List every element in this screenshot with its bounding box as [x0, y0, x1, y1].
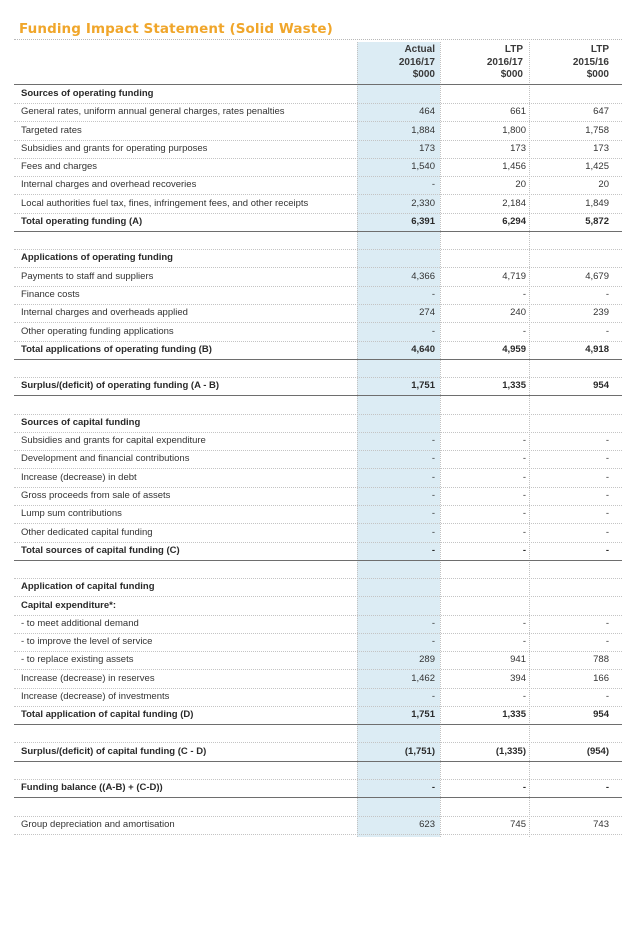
table-row	[14, 122, 622, 141]
row-label: Total operating funding (A)	[21, 215, 143, 227]
table-row	[14, 469, 622, 488]
row-label: Finance costs	[21, 289, 80, 300]
ltp-2015-16-value: -	[605, 289, 609, 300]
column-header-ltp-2016-17	[443, 44, 523, 82]
title-divider	[14, 39, 622, 40]
ltp-2015-16-value: 4,918	[585, 343, 609, 355]
ltp-2016-17-value: -	[522, 636, 526, 648]
ltp-2015-16-value: 743	[593, 818, 609, 830]
total-row	[14, 779, 622, 798]
table-row	[14, 670, 622, 689]
actual-2016-17-value: -	[431, 179, 435, 191]
actual-2016-17-value: -	[431, 471, 435, 483]
spacer-row	[14, 724, 622, 743]
ltp-2016-17-value: 1,335	[502, 380, 526, 392]
ltp-2015-16-value: 954	[593, 709, 609, 721]
ltp-2016-17-value: 661	[510, 106, 526, 118]
spacer-row	[14, 761, 622, 780]
actual-2016-17-value: -	[431, 544, 435, 556]
table-row	[14, 633, 622, 652]
total-row	[14, 542, 622, 561]
actual-2016-17-value: 1,751	[411, 709, 435, 721]
actual-2016-17-value: -	[431, 508, 435, 520]
row-label: Increase (decrease) in reserves	[21, 672, 155, 684]
total-row	[14, 341, 622, 360]
actual-2016-17-value: 6,391	[411, 215, 435, 227]
ltp-2015-16-value: 1,425	[585, 161, 609, 173]
actual-2016-17-value: -	[431, 690, 435, 702]
row-label: Subsidies and grants for operating purposes	[21, 142, 208, 154]
table-row	[14, 688, 622, 707]
ltp-2016-17-value: -	[522, 526, 526, 538]
table-row	[14, 140, 622, 159]
actual-2016-17-value: -	[431, 526, 435, 538]
ltp-2016-17-value: -	[522, 544, 526, 556]
ltp-2015-16-value: 5,872	[585, 215, 609, 227]
actual-2016-17-value: -	[431, 453, 435, 465]
actual-2016-17-value: 1,751	[411, 380, 435, 392]
actual-2016-17-value: 4,640	[411, 343, 435, 355]
row-label: Lump sum contributions	[21, 508, 122, 520]
column-header-line: $000	[412, 69, 435, 80]
ltp-2015-16-value: 1,849	[585, 197, 609, 209]
row-label: Funding balance ((A-B) + (C-D))	[21, 782, 163, 794]
ltp-2016-17-value: 4,959	[502, 343, 526, 355]
ltp-2016-17-value: 20	[515, 179, 526, 191]
ltp-2016-17-value: 1,456	[502, 161, 526, 173]
ltp-2016-17-value: (1,335)	[495, 745, 526, 757]
column-header-actual-2016-17	[355, 44, 435, 82]
ltp-2015-16-value: 4,679	[585, 270, 609, 282]
actual-2016-17-value: 2,330	[411, 197, 435, 209]
ltp-2015-16-value: -	[605, 325, 609, 337]
row-label: Other dedicated capital funding	[21, 526, 153, 538]
statement-title: Funding Impact Statement (Solid Waste)	[19, 21, 333, 37]
ltp-2015-16-value: 166	[593, 672, 609, 684]
ltp-2016-17-value: 173	[510, 142, 526, 154]
column-header-line: LTP	[504, 44, 523, 55]
spacer-row	[14, 359, 622, 378]
actual-2016-17-value: 173	[419, 142, 435, 154]
table-row	[14, 103, 622, 122]
row-label: Payments to staff and suppliers	[21, 270, 154, 282]
row-label: - to replace existing assets	[21, 654, 134, 666]
total-row	[14, 377, 622, 396]
spacer-row	[14, 798, 622, 817]
column-header-line: LTP	[590, 44, 609, 55]
ltp-2016-17-value: 6,294	[502, 215, 526, 227]
row-label: Sources of operating funding	[21, 88, 154, 99]
ltp-2016-17-value: 1,335	[502, 709, 526, 721]
table-row	[14, 432, 622, 451]
ltp-2015-16-value: 647	[593, 106, 609, 118]
row-label: Gross proceeds from sale of assets	[21, 489, 171, 501]
table-row	[14, 524, 622, 543]
row-label: Targeted rates	[21, 124, 82, 136]
section-heading-row	[14, 249, 622, 268]
ltp-2015-16-value: 20	[598, 179, 609, 191]
row-label: Development and financial contributions	[21, 453, 190, 465]
table-row	[14, 323, 622, 342]
row-label: Group depreciation and amortisation	[21, 818, 175, 830]
section-heading-row	[14, 597, 622, 616]
ltp-2016-17-value: -	[522, 289, 526, 300]
table-row	[14, 195, 622, 214]
actual-2016-17-value: 1,462	[411, 672, 435, 684]
row-label: Application of capital funding	[21, 581, 155, 593]
ltp-2015-16-value: (954)	[586, 745, 609, 757]
row-label: Surplus/(deficit) of operating funding (A - B)	[21, 380, 220, 392]
row-label: Internal charges and overhead recoveries	[21, 179, 197, 191]
ltp-2016-17-value: -	[522, 453, 526, 465]
ltp-2015-16-value: -	[605, 489, 609, 501]
table-row	[14, 158, 622, 177]
row-label: Local authorities fuel tax, fines, infringement fees, and other receipts	[21, 197, 309, 209]
ltp-2016-17-value: -	[522, 489, 526, 501]
table-row	[14, 816, 622, 835]
column-header-line: $000	[586, 69, 609, 80]
ltp-2015-16-value: -	[605, 453, 609, 465]
row-label: - to improve the level of service	[21, 636, 153, 648]
table-row	[14, 487, 622, 506]
ltp-2016-17-value: 745	[510, 818, 526, 830]
actual-2016-17-value: -	[431, 782, 435, 794]
ltp-2015-16-value: -	[605, 782, 609, 794]
section-heading-row	[14, 414, 622, 433]
actual-2016-17-value: 464	[419, 106, 435, 118]
row-label: Increase (decrease) in debt	[21, 471, 137, 483]
row-label: Total application of capital funding (D)	[21, 709, 194, 721]
ltp-2015-16-value: -	[605, 690, 609, 702]
ltp-2015-16-value: 954	[593, 380, 609, 392]
row-label: Internal charges and overheads applied	[21, 307, 188, 319]
ltp-2015-16-value: -	[605, 471, 609, 483]
table-row	[14, 268, 622, 287]
actual-2016-17-value: -	[431, 617, 435, 629]
actual-2016-17-value: -	[431, 489, 435, 501]
row-label: Total sources of capital funding (C)	[21, 544, 180, 556]
table-row	[14, 450, 622, 469]
total-row	[14, 213, 622, 232]
actual-2016-17-value: -	[431, 435, 435, 447]
ltp-2016-17-value: -	[522, 325, 526, 337]
actual-2016-17-value: 1,884	[411, 124, 435, 136]
row-label: Surplus/(deficit) of capital funding (C - D)	[21, 745, 207, 757]
column-header-ltp-2015-16	[529, 44, 609, 82]
spacer-row	[14, 231, 622, 250]
ltp-2015-16-value: 788	[593, 654, 609, 666]
table-row	[14, 651, 622, 670]
actual-2016-17-value: -	[431, 289, 435, 300]
column-header-line: Actual	[404, 44, 435, 55]
ltp-2015-16-value: 239	[593, 307, 609, 319]
section-heading-row	[14, 578, 622, 597]
row-label: - to meet additional demand	[21, 617, 139, 629]
column-header-line: $000	[500, 69, 523, 80]
ltp-2016-17-value: -	[522, 690, 526, 702]
ltp-2016-17-value: 2,184	[502, 197, 526, 209]
ltp-2016-17-value: -	[522, 508, 526, 520]
actual-2016-17-value: 4,366	[411, 270, 435, 282]
table-row	[14, 304, 622, 323]
ltp-2015-16-value: -	[605, 636, 609, 648]
ltp-2016-17-value: 394	[510, 672, 526, 684]
table-row	[14, 505, 622, 524]
table-row	[14, 286, 622, 305]
row-label: Sources of capital funding	[21, 416, 141, 428]
total-row	[14, 743, 622, 762]
row-label: Subsidies and grants for capital expenditure	[21, 435, 206, 447]
total-row	[14, 706, 622, 725]
spacer-row	[14, 396, 622, 415]
actual-2016-17-value: -	[431, 636, 435, 648]
actual-2016-17-value: -	[431, 325, 435, 337]
column-header-line: 2016/17	[486, 56, 523, 68]
spacer-row	[14, 560, 622, 579]
ltp-2015-16-value: -	[605, 435, 609, 447]
ltp-2016-17-value: 941	[510, 654, 526, 666]
ltp-2015-16-value: -	[605, 617, 609, 629]
row-label: General rates, uniform annual general charges, rates penalties	[21, 106, 285, 118]
actual-2016-17-value: 274	[419, 307, 435, 319]
table-row	[14, 176, 622, 195]
actual-2016-17-value: (1,751)	[404, 745, 435, 757]
row-label: Capital expenditure*:	[21, 599, 117, 611]
ltp-2016-17-value: -	[522, 782, 526, 794]
row-label: Fees and charges	[21, 161, 98, 173]
ltp-2016-17-value: -	[522, 617, 526, 629]
ltp-2015-16-value: -	[605, 508, 609, 520]
section-heading-row	[14, 85, 622, 104]
ltp-2016-17-value: 240	[510, 307, 526, 319]
ltp-2015-16-value: -	[605, 526, 609, 538]
actual-2016-17-value: 623	[419, 818, 435, 830]
ltp-2015-16-value: 173	[593, 142, 609, 154]
row-label: Total applications of operating funding (B)	[21, 343, 212, 355]
ltp-2016-17-value: -	[522, 435, 526, 447]
row-label: Applications of operating funding	[21, 252, 173, 264]
actual-2016-17-value: 289	[419, 654, 435, 666]
table-row	[14, 615, 622, 634]
ltp-2016-17-value: 4,719	[502, 270, 526, 282]
ltp-2015-16-value: 1,758	[585, 124, 609, 136]
ltp-2016-17-value: -	[522, 471, 526, 483]
row-label: Increase (decrease) of investments	[21, 690, 170, 702]
column-header-line: 2016/17	[398, 56, 435, 68]
ltp-2015-16-value: -	[605, 544, 609, 556]
actual-2016-17-value: 1,540	[411, 161, 435, 173]
row-label: Other operating funding applications	[21, 325, 174, 337]
ltp-2016-17-value: 1,800	[502, 124, 526, 136]
column-header-line: 2015/16	[572, 56, 609, 68]
